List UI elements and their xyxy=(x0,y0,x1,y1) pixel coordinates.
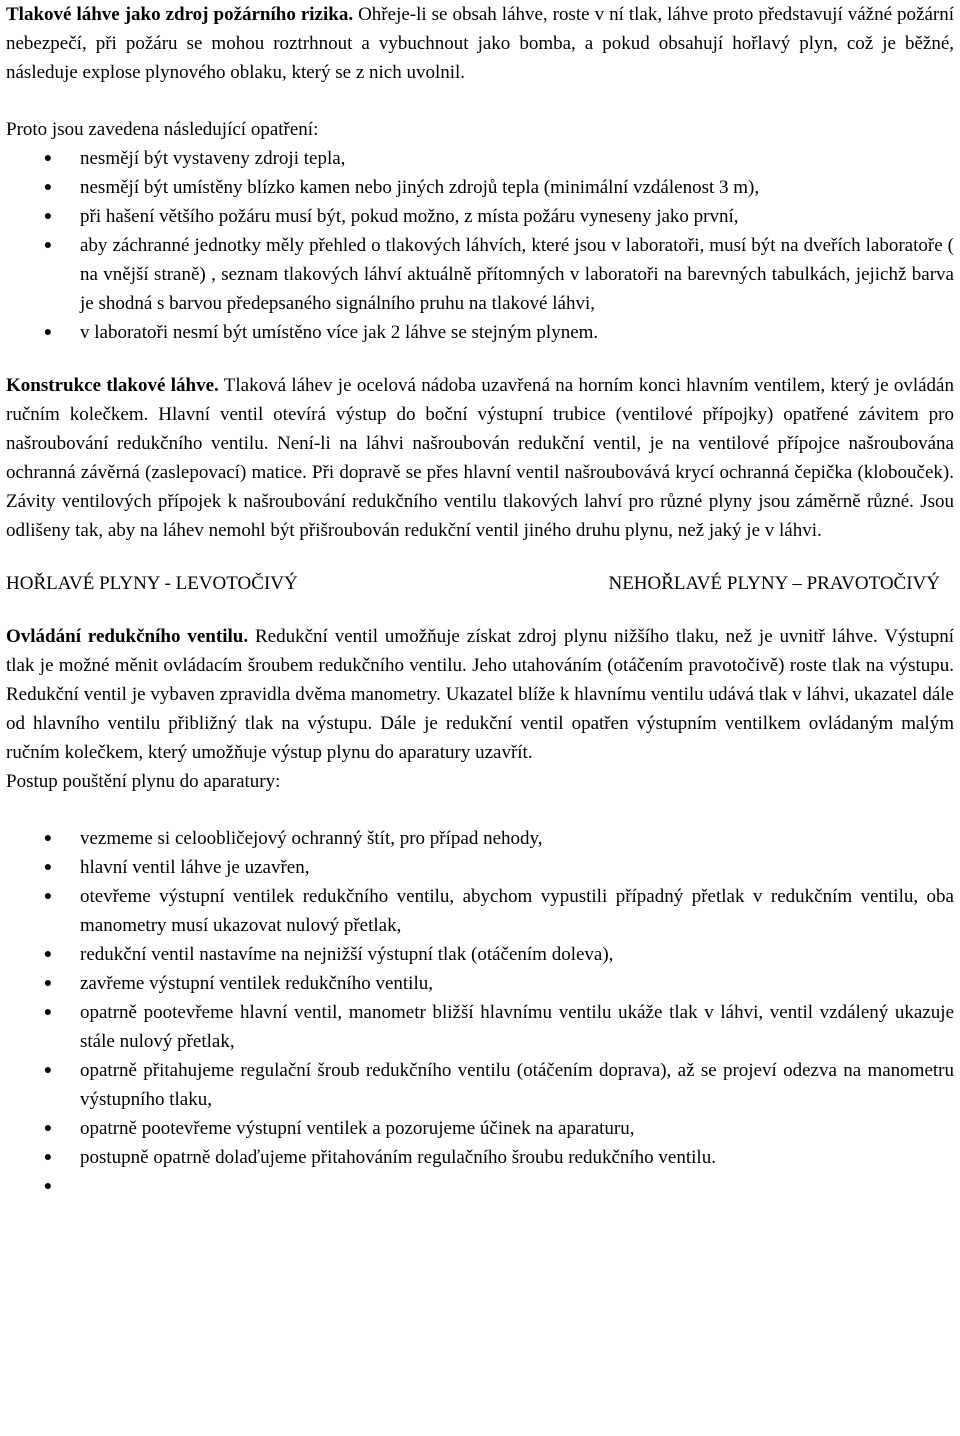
heading-construction: Konstrukce tlakové láhve. xyxy=(6,375,219,396)
bullet-icon: ● xyxy=(43,1005,53,1020)
list-item-text: redukční ventil nastavíme na nejnižší výstupní tlak (otáčením doleva), xyxy=(80,944,614,965)
list-item-text: postupně opatrně dolaďujeme přitahováním regulačního šroubu redukčního ventilu. xyxy=(80,1147,716,1168)
bullet-icon: ● xyxy=(43,151,53,166)
bullet-icon: ● xyxy=(43,889,53,904)
bullet-icon: ● xyxy=(43,860,53,875)
list-item xyxy=(6,1114,954,1143)
nonflammable-gases-label: NEHOŘLAVÉ PLYNY – PRAVOTOČIVÝ xyxy=(608,573,940,594)
bullet-icon: ● xyxy=(43,976,53,991)
bullet-icon: ● xyxy=(43,1121,53,1136)
text-reducer: Redukční ventil umožňuje získat zdroj plynu nižšího tlaku, než je uvnitř láhve. Výstupní tlak je možné měnit ovládacím šroubem redukčního ventilu. Jeho utahováním (otáčením pravotočivě) roste tlak na výstupu. Redukční ventil je vybaven zpravidla dvěma manometry. Ukazatel blíže k hlavnímu ventilu udává tlak v láhvi, ukazatel dále od hlavního ventilu přibližný tlak na výstupu. Dále je redukční ventil opatřen výstupním ventilkem ovládaným malým ručním kolečkem, který umožňuje výstup plynu do aparatury uzavřít. xyxy=(6,626,954,763)
list-item xyxy=(6,969,954,998)
list-item xyxy=(6,853,954,882)
text-construction: Tlaková láhev je ocelová nádoba uzavřená na horním konci hlavním ventilem, který je ovládán ručním kolečkem. Hlavní ventil otevírá výstup do boční výstupní trubice (ventilové přípojky) opatřené závitem pro našroubování redukčního ventilu. Není-li na láhvi našroubován redukční ventil, je na ventilové přípojce našroubována ochranná závěrná (zaslepovací) matice. Při dopravě se přes hlavní ventil našroubovává krycí ochranná čepička (klobouček). Závity ventilových přípojek k našroubování redukčního ventilu tlakových lahví pro různé plyny jsou záměrně různé. Jsou odlišeny tak, aby na láhev nemohl být přišroubován redukční ventil jiného druhu plynu, než jaký je v láhvi. xyxy=(6,375,954,541)
gas-types-row xyxy=(6,569,954,598)
bullet-icon: ● xyxy=(43,1179,53,1194)
heading-reducer: Ovládání redukčního ventilu. xyxy=(6,626,249,647)
list-item xyxy=(6,1056,954,1114)
list-item xyxy=(6,1172,954,1201)
list-item-text: nesmějí být vystaveny zdroji tepla, xyxy=(80,148,346,169)
measures-intro: Proto jsou zavedena následující opatření: xyxy=(6,119,319,140)
list-item xyxy=(6,1143,954,1172)
list-item-text: opatrně pootevřeme hlavní ventil, manometr bližší hlavnímu ventilu ukáže tlak v láhvi, ventil vzdálený ukazuje stále nulový přetlak, xyxy=(80,1002,954,1052)
list-item-text: při hašení většího požáru musí být, pokud možno, z místa požáru vyneseny jako první, xyxy=(80,206,739,227)
list-item-text: opatrně pootevřeme výstupní ventilek a pozorujeme účinek na aparaturu, xyxy=(80,1118,635,1139)
list-item-text: hlavní ventil láhve je uzavřen, xyxy=(80,857,310,878)
bullet-icon: ● xyxy=(43,325,53,340)
bullet-icon: ● xyxy=(43,831,53,846)
bullet-icon: ● xyxy=(43,1150,53,1165)
bullet-icon: ● xyxy=(43,947,53,962)
paragraph-reducer xyxy=(6,622,954,767)
list-item xyxy=(6,998,954,1056)
list-item xyxy=(6,144,954,173)
list-item-text: opatrně přitahujeme regulační šroub redukčního ventilu (otáčením doprava), až se projeví odezva na manometru výstupního tlaku, xyxy=(80,1060,954,1110)
procedure-intro: Postup pouštění plynu do aparatury: xyxy=(6,771,281,792)
list-item-text: nesmějí být umístěny blízko kamen nebo jiných zdrojů tepla (minimální vzdálenost 3 m), xyxy=(80,177,760,198)
list-item-text: v laboratoři nesmí být umístěno více jak 2 láhve se stejným plynem. xyxy=(80,322,599,343)
procedure-list xyxy=(6,824,954,1201)
list-item-text: zavřeme výstupní ventilek redukčního ventilu, xyxy=(80,973,433,994)
text-fire-risk: Ohřeje-li se obsah láhve, roste v ní tlak, láhve proto představují vážné požární nebezpečí, při požáru se mohou roztrhnout a vybuchnout jako bomba, a pokud obsahují hořlavý plyn, což je běžné, následuje explose plynového oblaku, který se z nich uvolnil. xyxy=(6,4,954,83)
list-item xyxy=(6,824,954,853)
list-item xyxy=(6,882,954,940)
list-item-text: vezmeme si celoobličejový ochranný štít, pro případ nehody, xyxy=(80,828,543,849)
list-item xyxy=(6,318,954,347)
paragraph-construction xyxy=(6,371,954,545)
list-item xyxy=(6,940,954,969)
list-item xyxy=(6,231,954,318)
list-item xyxy=(6,202,954,231)
bullet-icon: ● xyxy=(43,1063,53,1078)
list-item xyxy=(6,173,954,202)
flammable-gases-label: HOŘLAVÉ PLYNY - LEVOTOČIVÝ xyxy=(6,573,298,594)
bullet-icon: ● xyxy=(43,238,53,253)
heading-fire-risk: Tlakové láhve jako zdroj požárního rizika. xyxy=(6,4,354,25)
document-page xyxy=(6,0,954,1201)
measures-list xyxy=(6,144,954,347)
list-item-text: aby záchranné jednotky měly přehled o tlakových láhvích, které jsou v laboratoři, musí být na dveřích laboratoře ( na vnější straně) , seznam tlakových láhví aktuálně přítomných v laboratoři na barevných tabulkách, jejichž barva je shodná s barvou předepsaného signálního pruhu na tlakové láhvi, xyxy=(80,235,954,314)
bullet-icon: ● xyxy=(43,209,53,224)
bullet-icon: ● xyxy=(43,180,53,195)
list-item-text: otevřeme výstupní ventilek redukčního ventilu, abychom vypustili případný přetlak v redukčním ventilu, oba manometry musí ukazovat nulový přetlak, xyxy=(80,886,954,936)
paragraph-fire-risk xyxy=(6,0,954,87)
